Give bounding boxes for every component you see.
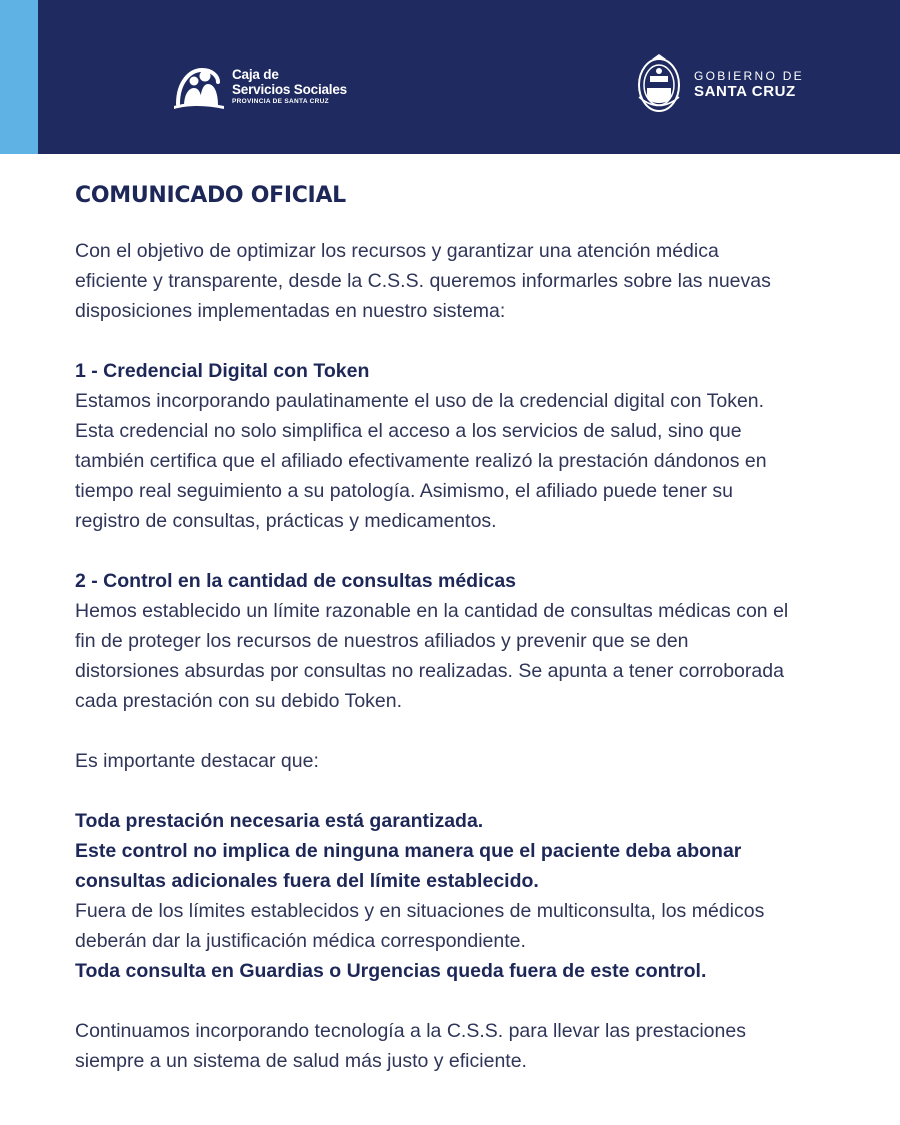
css-logo-line2: Servicios Sociales — [232, 81, 347, 97]
point-no-extra-charge: Este control no implica de ninguna manera que el paciente deba abonar consultas adicionales fuera del límite establecido. — [75, 840, 742, 892]
gobierno-santa-cruz-logo — [634, 52, 804, 116]
caja-servicios-sociales-logo — [172, 62, 347, 112]
document-title: COMUNICADO OFICIAL — [75, 183, 346, 208]
header-banner — [0, 0, 900, 154]
point-justification: Fuera de los límites establecidos y en situaciones de multiconsulta, los médicos deberán dar la justificación médica correspondiente. — [75, 900, 765, 952]
point-guaranteed: Toda prestación necesaria está garantizada. — [75, 810, 484, 832]
gob-logo-line2: SANTA CRUZ — [694, 82, 796, 100]
section2-heading: 2 - Control en la cantidad de consultas médicas — [75, 570, 517, 592]
section1-heading: 1 - Credencial Digital con Token — [75, 360, 370, 382]
section2-body: Hemos establecido un límite razonable en la cantidad de consultas médicas con el fin de proteger los recursos de nuestros afiliados y prevenir que se den distorsiones absurdas por consultas no realizadas. Se apunta a tener corroborada cada prestación con su debido Token. — [75, 600, 789, 712]
section1-body: Estamos incorporando paulatinamente el uso de la credencial digital con Token. Esta credencial no solo simplifica el acceso a los servicios de salud, sino que también certifica que el afiliado efectivamente realizó la prestación dándonos en tiempo real seguimiento a su patología. Asimismo, el afiliado puede tener su registro de consultas, prácticas y medicamentos. — [75, 390, 767, 532]
css-logo-line3: PROVINCIA DE SANTA CRUZ — [232, 98, 329, 106]
css-logo-text — [232, 68, 347, 106]
gob-logo-line1: GOBIERNO DE — [694, 68, 804, 83]
css-logo-line1: Caja de — [232, 67, 279, 83]
santa-cruz-crest-icon — [634, 52, 684, 116]
accent-stripe — [0, 0, 38, 154]
important-intro: Es importante destacar que: — [75, 750, 319, 772]
intro-paragraph: Con el objetivo de optimizar los recursos y garantizar una atención médica eficiente y transparente, desde la C.S.S. queremos informarles sobre las nuevas disposiciones implementadas en nuestro sistema: — [75, 240, 771, 322]
point-emergencies: Toda consulta en Guardias o Urgencias queda fuera de este control. — [75, 960, 707, 982]
closing-paragraph: Continuamos incorporando tecnología a la C.S.S. para llevar las prestaciones siempre a un sistema de salud más justo y eficiente. — [75, 1020, 746, 1072]
gob-logo-text — [694, 70, 804, 99]
css-family-logo-icon — [172, 62, 226, 112]
document-body — [75, 182, 875, 1076]
